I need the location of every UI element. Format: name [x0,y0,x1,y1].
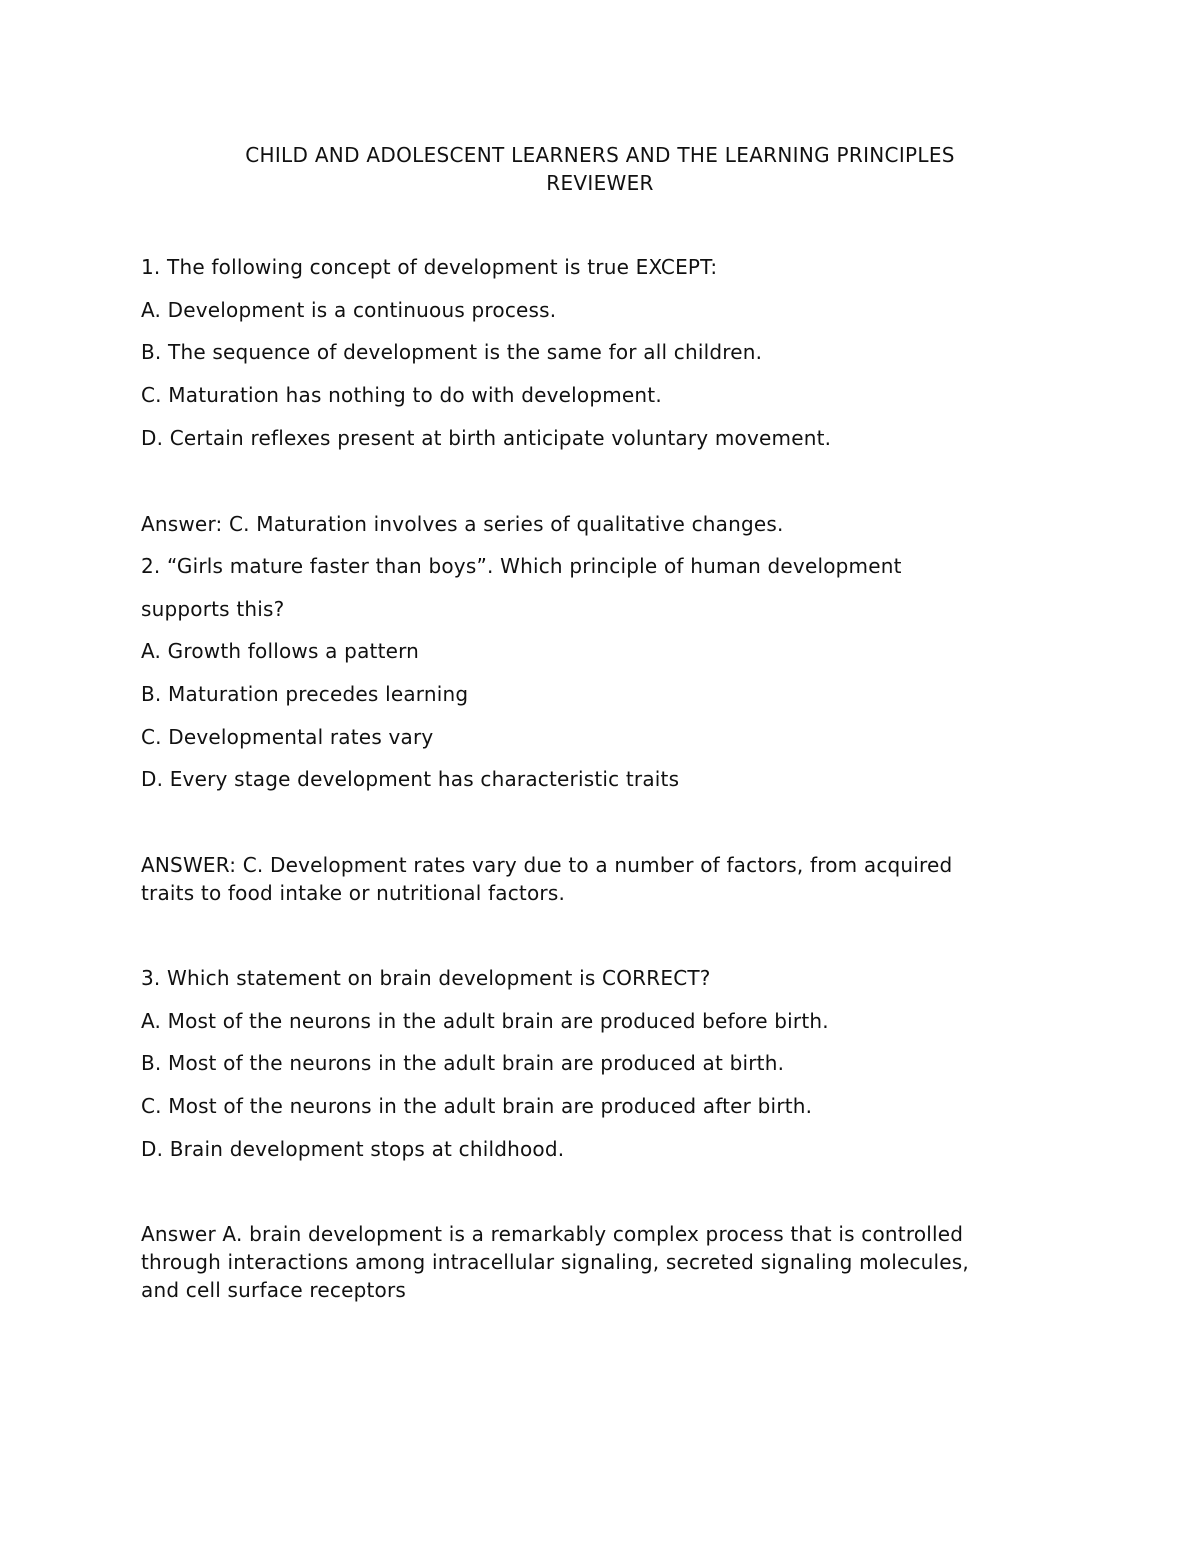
question-3-answer-line-3: and cell surface receptors [141,1278,407,1302]
document-title [0,141,1200,197]
question-1-option-a: A. Development is a continuous process. [141,298,557,322]
question-1: 1. The following concept of development is true EXCEPT: [141,255,718,279]
question-3-option-c: C. Most of the neurons in the adult brain are produced after birth. [141,1094,813,1118]
question-1-option-c: C. Maturation has nothing to do with development. [141,383,662,407]
question-1-answer: Answer: C. Maturation involves a series of qualitative changes. [141,512,784,536]
title-line-1: CHILD AND ADOLESCENT LEARNERS AND THE LEARNING PRINCIPLES [245,143,955,167]
question-3-answer-line-2: through interactions among intracellular signaling, secreted signaling molecules, [141,1250,969,1274]
question-3-option-d: D. Brain development stops at childhood. [141,1137,565,1161]
question-3-option-a: A. Most of the neurons in the adult brain are produced before birth. [141,1009,829,1033]
question-2-answer-line-1: ANSWER: C. Development rates vary due to a number of factors, from acquired [141,853,953,877]
question-1-option-b: B. The sequence of development is the same for all children. [141,340,763,364]
question-2-answer-line-2: traits to food intake or nutritional factors. [141,881,565,905]
title-line-2: REVIEWER [546,171,654,195]
question-3-answer-line-1: Answer A. brain development is a remarkably complex process that is controlled [141,1222,964,1246]
question-2-option-b: B. Maturation precedes learning [141,682,469,706]
question-3-option-b: B. Most of the neurons in the adult brain are produced at birth. [141,1051,785,1075]
question-3: 3. Which statement on brain development is CORRECT? [141,966,711,990]
question-2-line-1: 2. “Girls mature faster than boys”. Which principle of human development [141,554,902,578]
question-2-option-a: A. Growth follows a pattern [141,639,420,663]
question-2-option-c: C. Developmental rates vary [141,725,434,749]
question-1-option-d: D. Certain reflexes present at birth anticipate voluntary movement. [141,426,832,450]
question-2-line-2: supports this? [141,597,285,621]
question-2-option-d: D. Every stage development has characteristic traits [141,767,680,791]
